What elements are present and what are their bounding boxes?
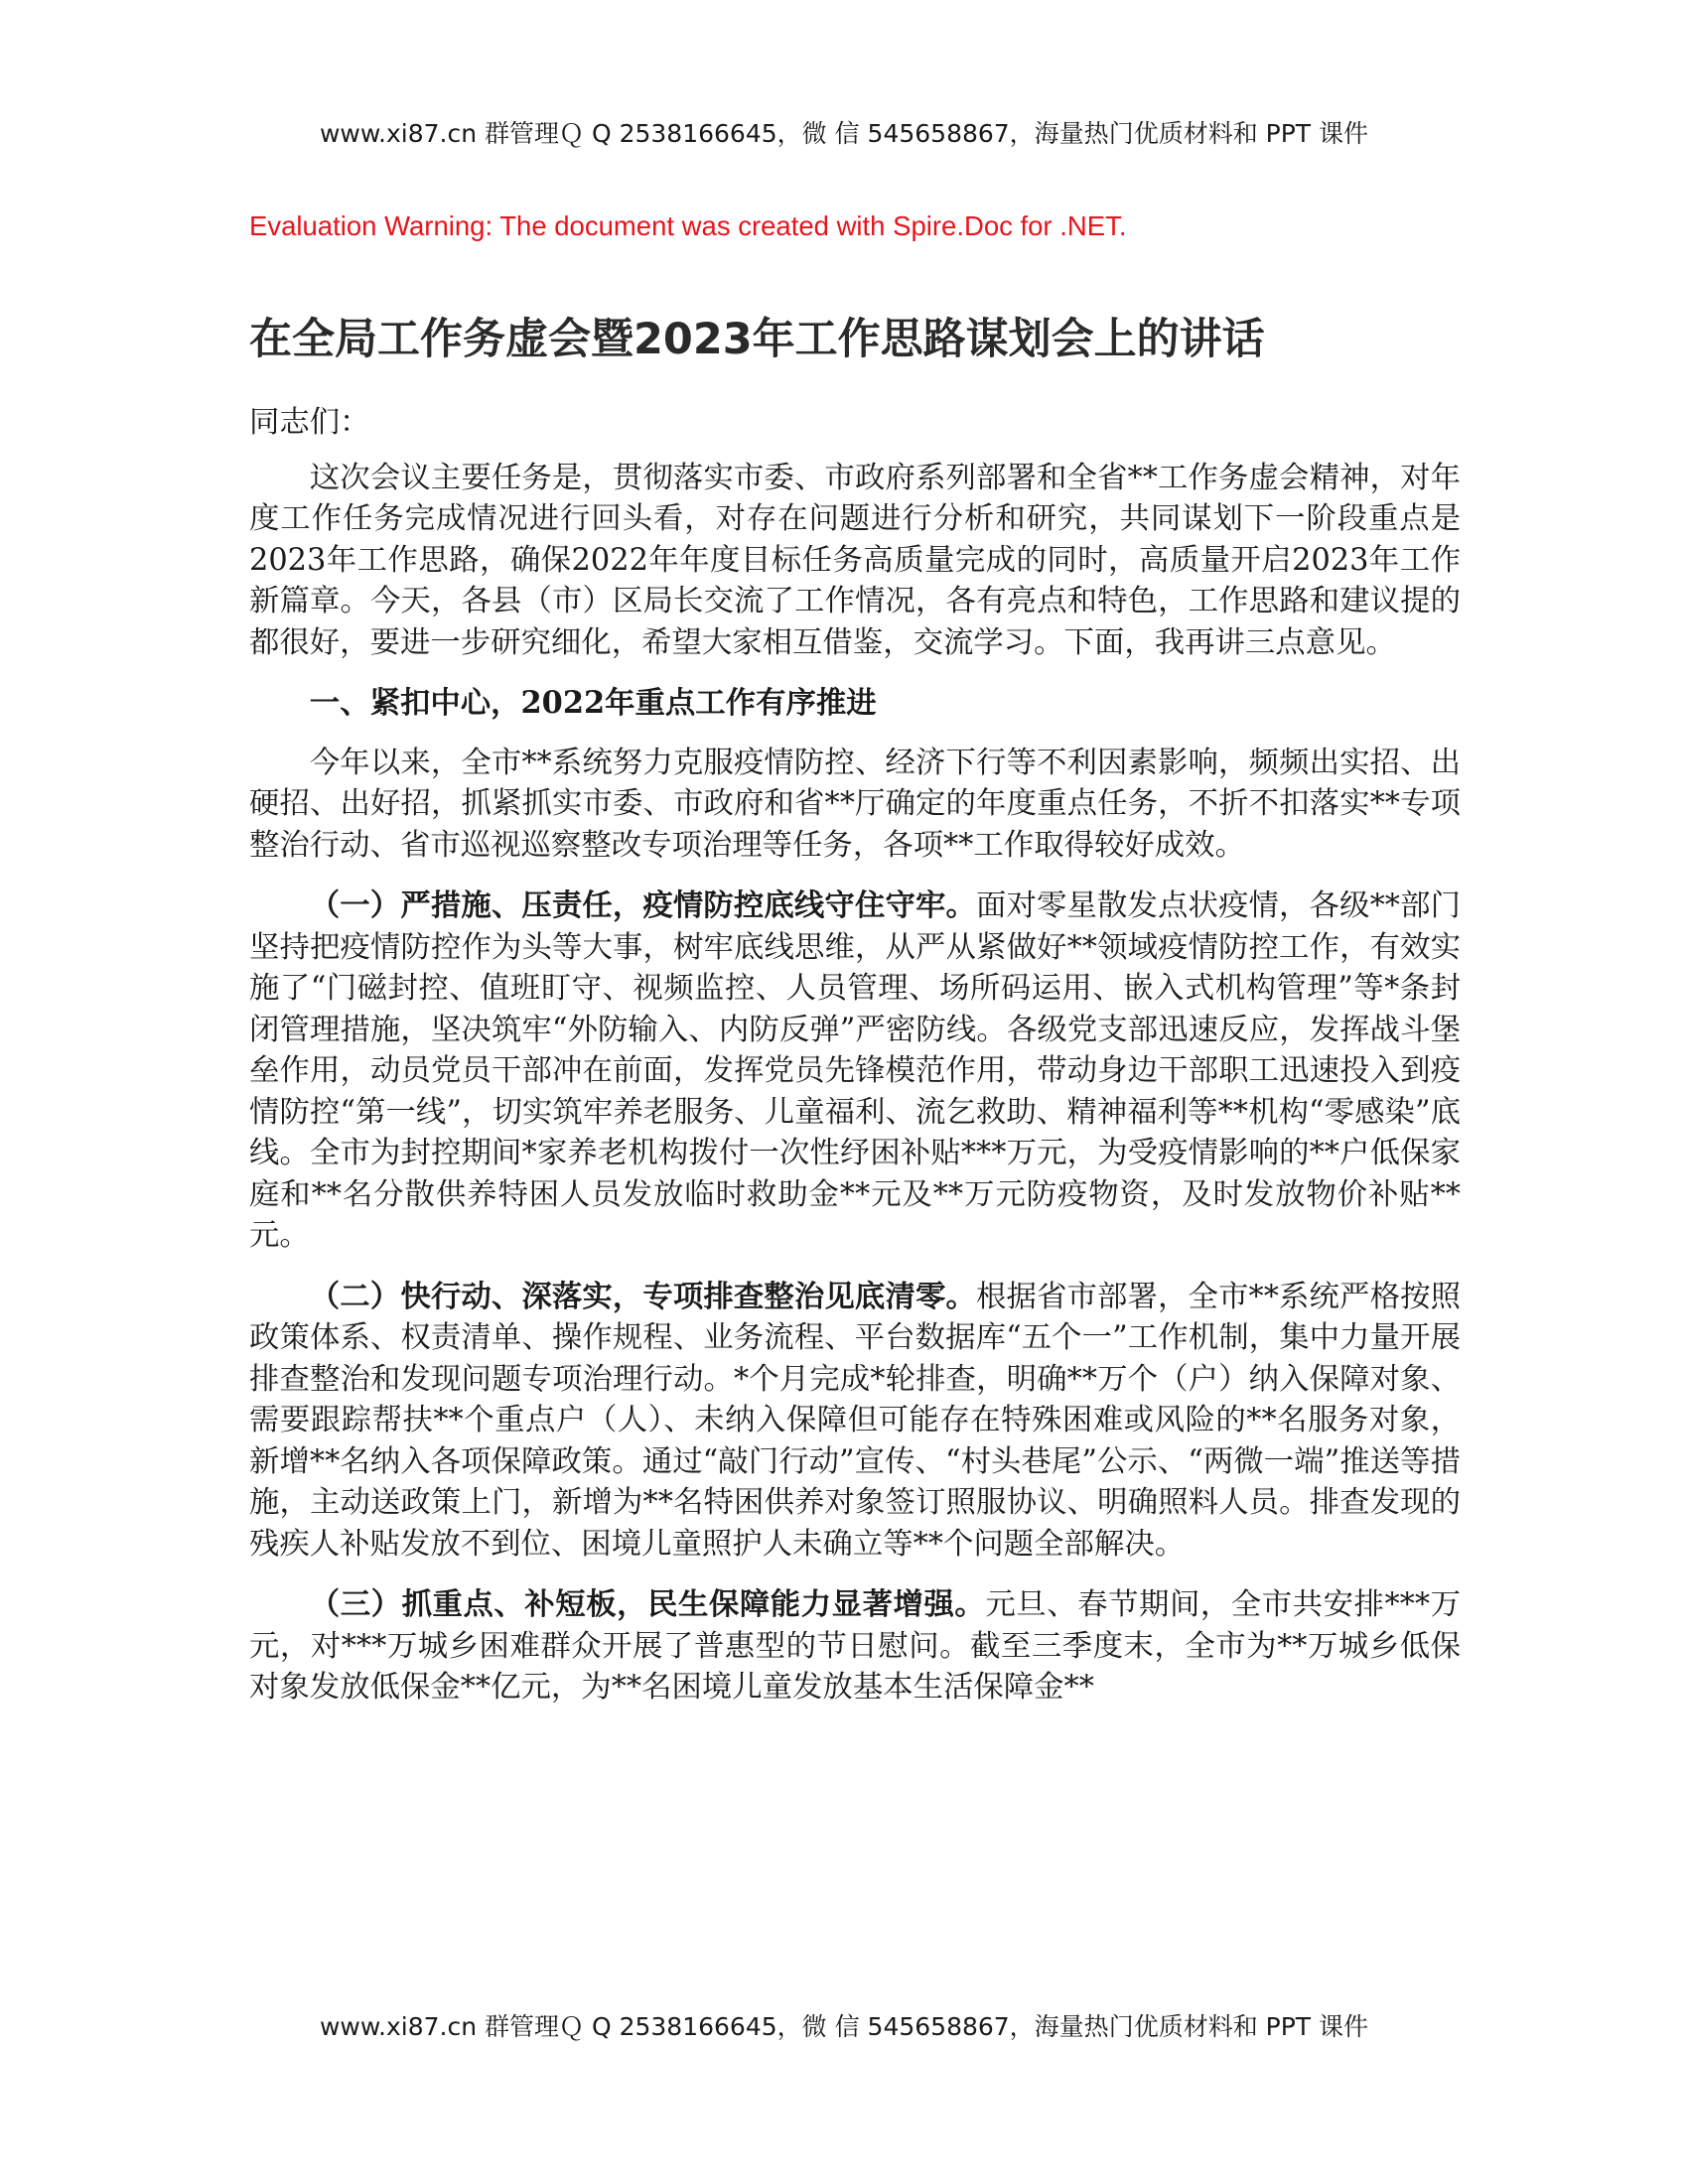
page-header: www.xi87.cn 群管理Ｑ Q 2538166645，微 信 545658867，海量热门优质材料和 PPT 课件	[319, 119, 1369, 148]
item-1-body: 面对零星散发点状疫情，各级**部门坚持把疫情防控作为头等大事，树牢底线思维，从严从紧做好**领域疫情防控工作，有效实施了“门磁封控、值班盯守、视频监控、人员管理、场所码运用、嵌入式机构管理”等*条封闭管理措施，坚决筑牢“外防输入、内防反弹”严密防线。各级党支部迅速反应，发挥战斗堡垒作用，动员党员干部冲在前面，发挥党员先锋模范作用，带动身边干部职工迅速投入到疫情防控“第一线”，切实筑牢养老服务、儿童福利、流乞救助、精神福利等**机构“零感染”底线。全市为封控期间*家养老机构拨付一次性纾困补贴***万元，为受疫情影响的**户低保家庭和**名分散供养特困人员发放临时救助金**元及**万元防疫物资，及时发放物价补贴**元。	[249, 888, 1461, 1253]
item-3-paragraph	[249, 1584, 1461, 1708]
section-1-intro-paragraph: 今年以来，全市**系统努力克服疫情防控、经济下行等不利因素影响，频频出实招、出硬招、出好招，抓紧抓实市委、市政府和省**厅确定的年度重点任务，不折不扣落实**专项整治行动、省市巡视巡察整改专项治理等任务，各项**工作取得较好成效。	[249, 745, 1461, 863]
item-3-lead: （三）抓重点、补短板，民生保障能力显著增强。	[309, 1586, 986, 1622]
page-footer: www.xi87.cn 群管理Ｑ Q 2538166645，微 信 545658867，海量热门优质材料和 PPT 课件	[319, 2012, 1369, 2041]
item-2-body: 根据省市部署，全市**系统严格按照政策体系、权责清单、操作规程、业务流程、平台数据库“五个一”工作机制，集中力量开展排查整治和发现问题专项治理行动。*个月完成*轮排查，明确**万个（户）纳入保障对象、需要跟踪帮扶**个重点户（人）、未纳入保障但可能存在特殊困难或风险的**名服务对象，新增**名纳入各项保障政策。通过“敲门行动”宣传、“村头巷尾”公示、“两微一端”推送等措施，主动送政策上门，新增为**名特困供养对象签订照服协议、明确照料人员。排查发现的残疾人补贴发放不到位、困境儿童照护人未确立等**个问题全部解决。	[249, 1279, 1461, 1562]
item-3-body: 元旦、春节期间，全市共安排***万元，对***万城乡困难群众开展了普惠型的节日慰问。截至三季度末，全市为**万城乡低保对象发放低保金**亿元，为**名困境儿童发放基本生活保障金**	[249, 1587, 1461, 1705]
evaluation-warning: Evaluation Warning: The document was created with Spire.Doc for .NET.	[249, 210, 1127, 241]
document-body	[249, 402, 1461, 1728]
document-title: 在全局工作务虚会暨2023年工作思路谋划会上的讲话	[249, 315, 1265, 364]
item-2-paragraph	[249, 1277, 1461, 1566]
item-2-lead: （二）快行动、深落实，专项排查整治见底清零。	[309, 1278, 976, 1314]
greeting: 同志们：	[249, 405, 370, 440]
item-1-paragraph	[249, 886, 1461, 1257]
section-heading-1: 一、紧扣中心，2022年重点工作有序推进	[309, 685, 877, 721]
intro-paragraph: 这次会议主要任务是，贯彻落实市委、市政府系列部署和全省**工作务虚会精神，对年度工作任务完成情况进行回头看，对存在问题进行分析和研究，共同谋划下一阶段重点是2023年工作思路，确保2022年年度目标任务高质量完成的同时，高质量开启2023年工作新篇章。今天，各县（市）区局长交流了工作情况，各有亮点和特色，工作思路和建议提的都很好，要进一步研究细化，希望大家相互借鉴，交流学习。下面，我再讲三点意见。	[249, 460, 1461, 660]
item-1-lead: （一）严措施、压责任，疫情防控底线守住守牢。	[309, 887, 976, 923]
